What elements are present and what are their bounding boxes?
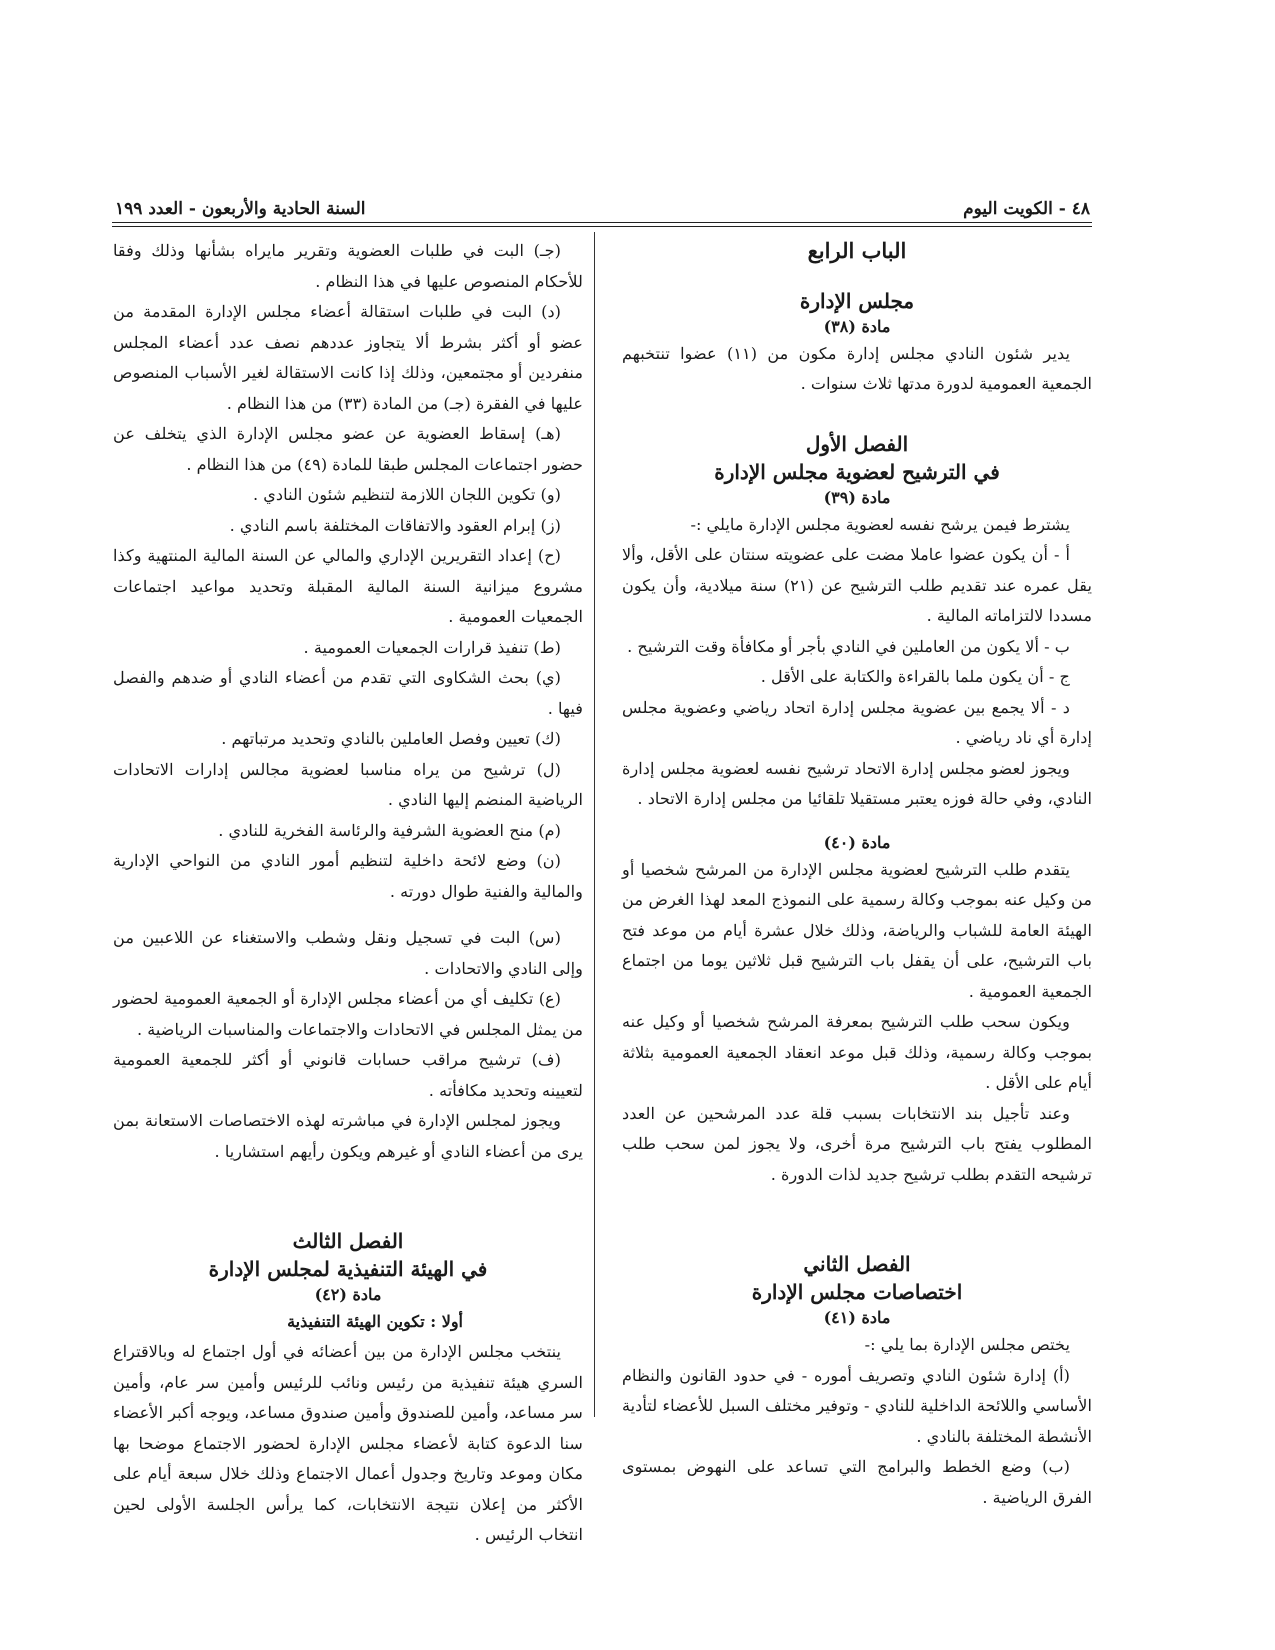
- article-41-item: (س) البت في تسجيل ونقل وشطب والاستغناء عن اللاعبين من وإلى النادي والاتحادات .: [113, 928, 583, 978]
- article-40-paragraph: وعند تأجيل بند الانتخابات بسبب قلة عدد المرشحين عن العدد المطلوب يفتح باب الترشيح مرة أخرى، ولا يجوز لمن سحب طلب ترشيحه التقدم بطلب ترشيح جديد لذات الدورة .: [622, 1103, 1092, 1184]
- article-41-item: (ي) بحث الشكاوى التي تقدم من أعضاء النادي أو ضدهم والفصل فيها .: [113, 668, 583, 718]
- article-40-paragraph: ويكون سحب طلب الترشيح بمعرفة المرشح شخصيا أو وكيل عنه بموجب وكالة رسمية، وذلك قبل موعد انعقاد الجمعية العمومية بثلاثة أيام على الأقل .: [622, 1012, 1092, 1092]
- article-42-paragraph: ينتخب مجلس الإدارة من بين أعضائه في أول اجتماع له وبالاقتراع السري هيئة تنفيذية من رئيس ونائب للرئيس وأمين سر عام، وأمين سر مساعد، وأمين للصندوق وأمين صندوق مساعد، ويوجه أكبر الأعضاء سنا الدعوة كتابة لأعضاء مجلس الإدارة لحضور الاجتماع موضحا بها مكان وموعد وتاريخ وجدول أعمال الاجتماع وذلك خلال سبعة أيام على الأكثر من إعلان نتيجة الانتخابات، كما يرأس الجلسة الأولى لحين انتخاب الرئيس .: [113, 1342, 583, 1544]
- part-1-title: الفصل الأول: [805, 431, 909, 456]
- part-2-title: الفصل الثاني: [803, 1252, 911, 1276]
- article-39-item: أ - أن يكون عضوا عاملا مضت على عضويته سنتان على الأقل، وألا يقل عمره عند تقديم طلب الترشيح عن (٢١) سنة ميلادية، وأن يكون مسددا لالتزاماته المالية .: [622, 545, 1092, 625]
- part-3-subtitle: في الهيئة التنفيذية لمجلس الإدارة: [208, 1257, 488, 1281]
- article-41-item: (ع) تكليف أي من أعضاء مجلس الإدارة أو الجمعية العمومية لحضور من يمثل المجلس في الاتحادات والاجتماعات والمناسبات الرياضية .: [113, 989, 583, 1039]
- article-41-intro: يختص مجلس الإدارة بما يلي :-: [864, 1335, 1070, 1354]
- article-39-item: د - ألا يجمع بين عضوية مجلس إدارة اتحاد رياضي وعضوية مجلس إدارة أي ناد رياضي .: [622, 697, 1092, 747]
- article-41-item: (و) تكوين اللجان اللازمة لتنظيم شئون النادي .: [252, 485, 561, 504]
- part-3-title: الفصل الثالث: [292, 1229, 404, 1253]
- article-39-item: ج - أن يكون ملما بالقراءة والكتابة على الأقل .: [760, 667, 1070, 686]
- column-divider: [594, 232, 595, 1417]
- header-rule: [112, 222, 1092, 223]
- article-39-item: ب - ألا يكون من العاملين في النادي بأجر أو مكافأة وقت الترشيح .: [627, 636, 1070, 656]
- article-40-heading: مادة (٤٠): [823, 832, 891, 852]
- article-41-item: (ط) تنفيذ قرارات الجمعيات العمومية .: [303, 637, 561, 657]
- article-41-item: (ز) إبرام العقود والاتفاقات المختلفة باسم النادي .: [229, 515, 561, 535]
- article-39-intro: يشترط فيمن يرشح نفسه لعضوية مجلس الإدارة مايلي :-: [690, 514, 1070, 534]
- chapter-title: الباب الرابع: [807, 238, 907, 263]
- article-39-heading: مادة (٣٩): [823, 487, 891, 507]
- part-2-subtitle: اختصاصات مجلس الإدارة: [751, 1280, 963, 1304]
- article-38-text: يدير شئون النادي مجلس إدارة مكون من (١١) عضوا تنتخبهم الجمعية العمومية لدورة مدتها ثلاث سنوات .: [622, 343, 1092, 393]
- header-issue: السنة الحادية والأربعون - العدد ١٩٩: [115, 199, 366, 219]
- article-41-heading: مادة (٤١): [823, 1308, 891, 1327]
- article-41-item: (ل) ترشيح من يراه مناسبا لعضوية مجالس إدارات الاتحادات الرياضية المنضم إليها النادي .: [113, 759, 583, 809]
- article-40-paragraph: يتقدم طلب الترشيح لعضوية مجلس الإدارة من المرشح شخصيا أو من وكيل عنه بموجب وكالة رسمية على النموذج المعد لهذا الغرض من الهيئة العامة للشباب والرياضة، وذلك خلال عشرة أيام من موعد فتح باب الترشيح، على أن يقفل باب الترشيح قبل ثلاثين يوما من اجتماع الجمعية العمومية .: [622, 859, 1092, 1001]
- article-41-item: (ك) تعيين وفصل العاملين بالنادي وتحديد مرتباتهم .: [221, 729, 561, 748]
- article-39-note: ويجوز لعضو مجلس إدارة الاتحاد ترشيح نفسه لعضوية مجلس إدارة النادي، وفي حالة فوزه يعتبر مستقيلا تلقائيا من مجلس إدارة الاتحاد .: [622, 758, 1092, 808]
- article-41-item: (جـ) البت في طلبات العضوية وتقرير مايراه بشأنها وذلك وفقا للأحكام المنصوص عليها في هذا النظام .: [113, 241, 583, 291]
- page-header: [115, 193, 1090, 219]
- left-column: [113, 236, 583, 1551]
- article-41-item: (ن) وضع لائحة داخلية لتنظيم أمور النادي من النواحي الإدارية والمالية والفنية طوال دورته .: [113, 851, 583, 901]
- part-1-subtitle: في الترشيح لعضوية مجلس الإدارة: [714, 459, 1000, 484]
- article-41-item: (د) البت في طلبات استقالة أعضاء مجلس الإدارة المقدمة من عضو أو أكثر بشرط ألا يتجاوز عددهم نصف عدد أعضاء المجلس منفردين أو مجتمعين، وذلك إذا كانت الاستقالة لغير الأسباب المنصوص عليها في الفقرة (جـ) من المادة (٣٣) من هذا النظام .: [113, 302, 583, 413]
- article-42-subhead: أولا : تكوين الهيئة التنفيذية: [287, 1312, 463, 1331]
- article-41-note: ويجوز لمجلس الإدارة في مباشرته لهذه الاختصاصات الاستعانة بمن يرى من أعضاء النادي أو غيرهم ويكون رأيهم استشاريا .: [113, 1111, 583, 1161]
- article-41-item: (ف) ترشيح مراقب حسابات قانوني أو أكثر للجمعية العمومية لتعيينه وتحديد مكافأته .: [113, 1050, 583, 1100]
- article-41-item: (ح) إعداد التقريرين الإداري والمالي عن السنة المالية المنتهية وكذا مشروع ميزانية السنة المالية المقبلة وتحديد مواعيد اجتماعات الجمعيات العمومية .: [113, 546, 583, 626]
- article-41-item: (م) منح العضوية الشرفية والرئاسة الفخرية للنادي .: [218, 820, 561, 840]
- article-41-item: (هـ) إسقاط العضوية عن عضو مجلس الإدارة الذي يتخلف عن حضور اجتماعات المجلس طبقا للمادة (٤٩) من هذا النظام .: [113, 424, 583, 474]
- header-source: ٤٨ - الكويت اليوم: [963, 199, 1090, 219]
- header-rule-thin: [112, 226, 1092, 227]
- article-41-item: (أ) إدارة شئون النادي وتصريف أموره - في حدود القانون والنظام الأساسي واللائحة الداخلية للنادي - وتوفير مختلف السبل للأعضاء لتأدية الأنشطة المختلفة بالنادي .: [622, 1365, 1092, 1446]
- article-42-heading: مادة (٤٢): [314, 1285, 382, 1304]
- right-column: [622, 236, 1092, 1513]
- article-41-item: (ب) وضع الخطط والبرامج التي تساعد على النهوض بمستوى الفرق الرياضية .: [622, 1457, 1092, 1507]
- article-38-heading: مادة (٣٨): [823, 316, 891, 336]
- section-title: مجلس الإدارة: [799, 288, 915, 313]
